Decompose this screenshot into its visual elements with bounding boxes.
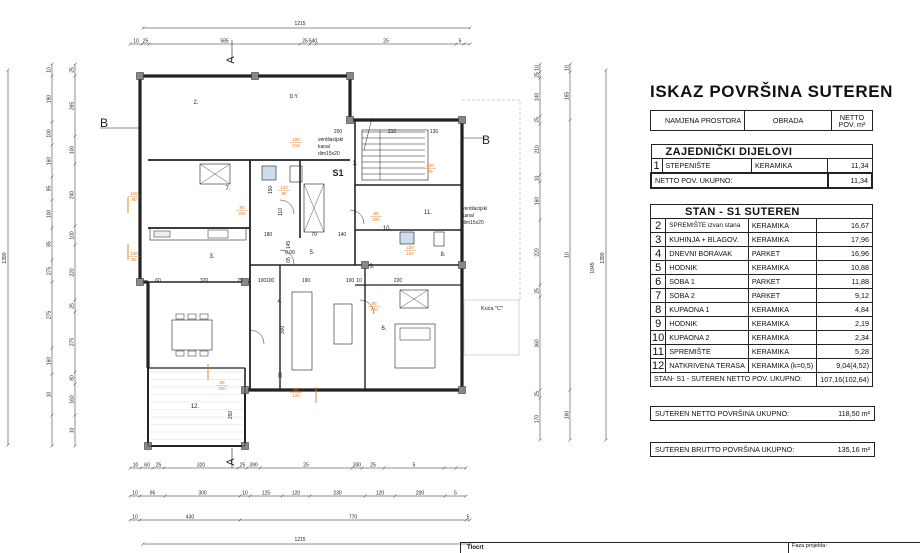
inner-dimension: 300 [280,325,286,335]
room-number: 1. [352,161,358,167]
title-block-plan-label: Tlocrt [467,545,484,551]
unit-row [651,275,873,289]
unit-no: 3 [651,233,666,247]
column [347,117,354,124]
dimension-label: 210 [534,145,541,154]
unit-area: 11,88 [817,275,873,289]
dimension-label: 10 [534,175,541,182]
dimension-label: 160 [46,356,53,366]
suteren-netto-value: 118,50 m² [838,409,870,418]
sofa [292,292,312,370]
unit-no: 9 [651,317,666,331]
dimension-label: 85 [46,241,53,247]
room-number: 2. [193,100,199,106]
dimension-label: 100 [46,209,53,219]
inner-dimension: 110 [278,208,284,216]
unit-finish: KERAMIKA [748,261,816,275]
unit-no: 8 [651,303,666,317]
unit-row [651,317,873,331]
dimension-label: 770 [348,514,358,521]
dimension-label: 25 [155,462,162,469]
unit-area: 16,96 [817,247,873,261]
unit-finish: PARKET [748,289,816,303]
schedule-header-table [650,110,873,131]
opening-width: 120 [280,185,288,190]
dimension-label: 10 [564,252,571,258]
inner-dimension: 140 [337,232,347,238]
dining-table [172,320,212,350]
stair-outline [362,130,428,180]
unit-row [651,331,873,345]
dimension-label: 5 [412,462,416,469]
room-number: 8. [440,252,446,258]
room-number: 7. [225,186,231,192]
unit-area: 9,12 [817,289,873,303]
opening-width: 100 [292,137,300,142]
elevation-label: 0.00 [285,250,295,256]
unit-row [651,303,873,317]
unit-name: HODNIK [666,317,749,331]
unit-name: NATKRIVENA TERASA [666,359,749,373]
dimension-label: 95 [46,185,53,192]
unit-no: 10 [652,331,665,344]
room-number: 6. [381,326,387,332]
unit-area: 5,28 [817,345,873,359]
dimension-label: 25 [302,38,308,45]
opening-height: 120 [292,393,300,398]
unit-row [651,345,873,359]
chair [200,351,208,356]
inner-dimension: 210 [387,129,397,135]
toilet-2 [434,232,444,246]
dimension-label: 60 [144,462,150,469]
room-number: 12. [190,404,200,410]
common-row [651,159,872,174]
opening-width: 80 [371,301,377,306]
dimension-label: 25 [534,117,541,123]
dimension-label: 165 [564,91,571,101]
dimension-label: 540 [308,38,318,45]
inner-dimension: 10 [356,278,362,284]
dimension-label: 430 [185,514,195,521]
schedule-title: ISKAZ POVRŠINA SUTEREN [650,82,894,101]
section-mark-a-bottom: A [225,458,237,466]
unit-area: 2,34 [817,331,873,345]
opening-height: 80 [131,197,137,202]
dimension-label: 10 [46,67,53,73]
dimension-label: 160 [46,156,53,166]
dimension-label: 25 [239,462,246,469]
opening-height: 80 [427,169,433,174]
dimension-label: 25 [534,288,541,294]
house-c-label: Kuća "C" [481,306,503,312]
title-block-faza-label: Faza projekta: [792,543,827,549]
column [137,279,144,286]
unit-area: 2,19 [817,317,873,331]
unit-total-label: STAN- S1 - SUTEREN NETTO POV. UKUPNO: [651,373,817,387]
unit-row [651,233,873,247]
dimension-label: 10 [132,462,139,469]
dimension-label: 170 [534,414,541,424]
unit-name: SOBA 2 [666,289,749,303]
unit-no: 2 [651,219,666,233]
opening-width: 80 [219,380,225,385]
neighbor-outline [462,100,520,300]
opening-width: 60 [293,387,299,392]
room-number: 3. [209,254,215,260]
unit-no: 7 [651,289,666,303]
dimension-label: 585 [220,38,229,45]
unit-finish: KERAMIKA [748,331,816,345]
unit-row [651,219,873,233]
dimension-label: 240 [69,190,76,200]
column [459,262,466,269]
unit-name: KUHINJA + BLAGOV. [666,233,749,247]
dimension-label: 200 [415,490,425,497]
washbasin [262,166,276,180]
unit-area: 17,96 [817,233,873,247]
vent-note: kanal [318,144,330,150]
chair [188,351,196,356]
inner-dimension: 130 [429,129,439,135]
inner-dimension: 320 [199,278,209,284]
inner-dimension: 250 [228,410,234,420]
opening-height: 200 [218,386,226,391]
column [459,387,466,394]
door-swing [350,210,364,224]
dimension-label: 1215 [294,537,306,543]
dimension-label: 10 [132,490,138,497]
inner-dimension: 25 [237,278,243,284]
room-number: 9. [369,264,375,270]
dimension-label: 190 [46,94,53,104]
dimension-label: 100 [46,129,53,138]
unit-area: 4,84 [817,303,873,317]
unit-area: 10,88 [817,261,873,275]
inner-dimension: 80 [278,372,284,378]
dimension-label: 100 [69,145,76,155]
inner-dimension: 200 [333,129,343,135]
dimension-label: 10 [132,514,138,521]
unit-row [651,261,873,275]
column [459,117,466,124]
opening-height: 80 [281,191,287,196]
common-section-title: ZAJEDNIČKI DIJELOVI [651,145,872,159]
unit-finish: PARKET [748,275,816,289]
opening-height: 200 [370,307,378,312]
opening-width: 90 [239,205,245,210]
unit-finish: KERAMIKA [748,345,816,359]
section-mark-b-right: B [481,133,491,147]
door-swing [250,330,264,344]
column [362,262,369,269]
bed [395,324,435,368]
dimension-label: 330 [352,462,362,469]
dimension-label: 25 [383,38,389,45]
unit-no: 11 [652,345,664,358]
opening-width: 120 [130,191,138,196]
common-no: 1 [651,159,662,174]
unit-row [651,289,873,303]
inner-dimension: 145 [286,240,292,250]
dimension-label: 10 [242,490,248,497]
room-number: 4. [277,299,283,305]
unit-name: DNEVNI BORAVAK [666,247,749,261]
dimension-label: 10 [46,391,53,398]
unit-name: KUPAONA 2 [666,331,749,345]
suteren-netto-box [650,406,875,421]
column [347,73,354,80]
title-block [460,542,920,553]
vent-note: ventilacijski [318,137,344,143]
dimension-label: 275 [46,310,53,320]
common-total-label: NETTO POV. UKUPNO: [651,173,828,188]
unit-section-title: STAN - S1 SUTEREN [651,205,873,219]
opening-height: 120 [406,251,414,256]
room-number: 10. [382,226,392,232]
inner-dimension: 100 [257,278,267,284]
dimension-label: 360 [534,339,541,348]
dimension-label: 275 [46,266,53,276]
common-rows [651,159,872,174]
common-area: 11,34 [828,159,872,174]
unit-row [651,247,873,261]
suteren-brutto-box [650,442,875,457]
plan-labels [2,21,606,543]
unit-name: HODNIK [666,261,749,275]
unit-no: 4 [651,247,666,261]
dimension-label: 10 [534,65,541,71]
dimension-label: 10 [69,427,76,434]
dimension-label: 5 [454,490,457,497]
unit-no: 5 [651,261,666,275]
vent-note: ventilacijski [462,206,488,212]
common-finish: KERAMIKA [752,159,828,174]
suteren-brutto-value: 135,16 m² [837,445,870,454]
dimension-label: 100 [69,231,76,240]
dimension-label: 25 [69,303,76,309]
chair [176,351,184,356]
dimension-label: 390 [249,462,258,469]
inner-dimension: 100 [345,278,355,284]
dimension-label: 25 [534,391,541,397]
chair [200,314,208,319]
common-total-value: 11,34 [828,173,872,188]
unit-area: 16,67 [817,219,873,233]
chair [188,314,196,319]
dimension-label: 25 [370,462,376,469]
opening-height: 80 [131,257,137,262]
dimension-label: 1390 [600,252,606,264]
unit-area: 9,04(4,52) [817,359,873,373]
unit-finish: PARKET [748,247,816,261]
unit-no: 6 [651,275,666,289]
dimension-label: 220 [534,248,541,257]
dimension-label: 160 [564,410,571,420]
dimension-label: 220 [69,268,76,277]
unit-name: KUPAONA 1 [666,303,749,317]
dimension-label: 160 [534,196,541,206]
unit-name: SPREMIŠTE [666,345,749,359]
dimension-label: 10 [564,65,571,71]
dimension-label: 320 [196,462,206,469]
dimension-label: 275 [69,337,76,347]
dimension-label: 140 [534,92,541,102]
opening-width: 120 [426,163,434,168]
room-number: 5. [309,250,315,256]
column [252,73,259,80]
dimension-label: 125 [261,490,271,497]
dimension-label: 10 [133,38,139,45]
dimension-label: 95 [149,490,156,497]
inner-dimension: 150 [268,185,274,195]
dimension-label: 25 [534,72,541,78]
opening-width: 120 [130,251,138,256]
inner-dimension: 65 [286,257,292,263]
inner-dimension: 190 [301,278,311,284]
tv-unit [334,304,352,344]
common-name: STEPENIŠTE [662,159,752,174]
pillow [400,328,430,340]
unit-table [650,204,873,387]
suteren-brutto-label: SUTEREN BRUTTO POVRŠINA UKUPNO: [655,445,795,454]
dimension-label: 80 [69,375,76,381]
inner-dimension: 220 [393,278,403,284]
inner-dimension: 70 [311,232,317,238]
dimension-label: 1390 [2,252,8,264]
header-obrada: OBRADA [745,111,832,131]
dimension-label: 25 [142,38,149,45]
stair-arrow [364,118,372,150]
washbasin-2 [400,232,414,244]
unit-finish: KERAMIKA [748,317,816,331]
chair [176,314,184,319]
common-table [650,144,873,189]
opening-height: 210 [292,143,300,148]
dimension-label: 1045 [590,262,596,274]
dimension-label: 25 [69,67,76,73]
section-mark-a-top: A [225,56,237,64]
dimension-label: 1215 [294,21,306,27]
room-number: 11. [424,210,432,216]
unit-name: SOBA 1 [666,275,749,289]
dimension-label: 120 [375,490,385,497]
unit-finish: KERAMIKA (k=0,5) [748,359,816,373]
header-netto: NETTO POV. m² [832,111,873,131]
dimension-label: 120 [291,490,301,497]
dimension-label: 230 [333,490,342,497]
unit-no: 12 [652,359,665,372]
unit-total-value: 107,16(102,64) [817,373,873,387]
dimension-label: 160 [69,395,76,404]
dimension-label: 5 [458,38,462,45]
unit-finish: KERAMIKA [748,233,816,247]
unit-finish: KERAMIKA [748,303,816,317]
section-mark-b-left: B [99,116,109,130]
vent-note: dim15x20 [462,220,484,226]
inner-dimension: 100 [265,278,275,284]
suteren-netto-label: SUTEREN NETTO POVRŠINA UKUPNO: [655,409,790,418]
unit-name: SPREMIŠTE izvan stana [666,219,749,233]
dimension-label: 300 [198,490,207,497]
vent-note: kanal [462,213,474,219]
dimension-label: 265 [69,101,76,111]
inner-dimension: 180 [263,232,273,238]
unit-row [651,359,873,373]
column [137,73,144,80]
unit-finish: KERAMIKA [748,219,816,233]
opening-height: 200 [238,211,246,216]
vent-note: dim15x20 [318,151,340,157]
sink [154,231,170,237]
opening-height: 200 [372,217,380,222]
header-namjena: NAMJENA PROSTORA [651,111,745,131]
unit-rows [651,219,873,373]
du-label: D.Y. [289,94,299,100]
dimension-label: 5 [466,514,470,521]
opening-width: 80 [373,211,379,216]
dimension-label: 25 [303,462,309,469]
unit-label: S1 [332,168,344,178]
inner-dimension: 60 [155,278,161,284]
opening-width: 220 [406,245,414,250]
cooktop [208,230,228,238]
